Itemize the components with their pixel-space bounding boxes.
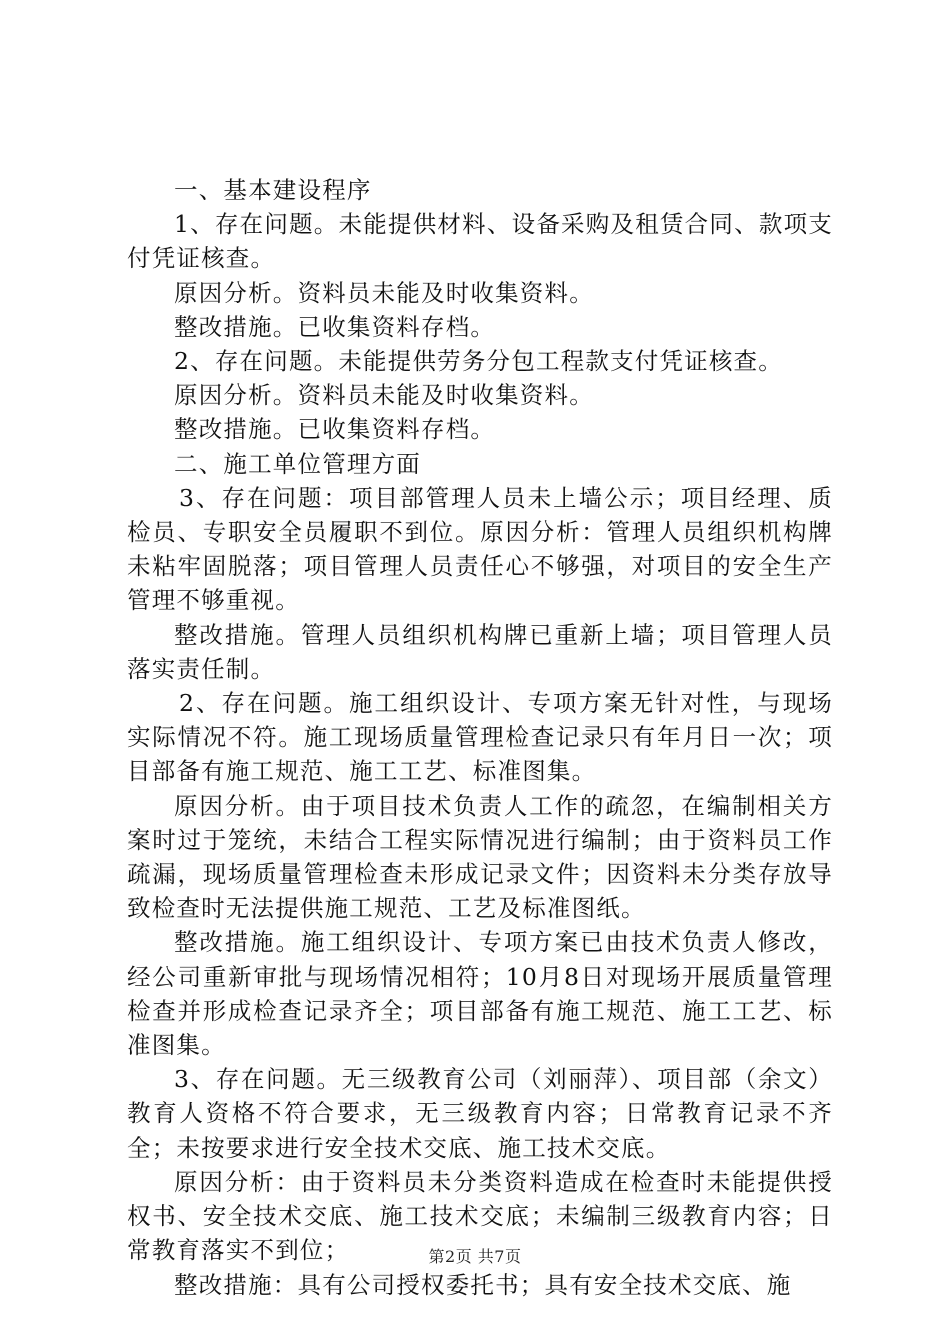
paragraph-measure-1: 整改措施。已收集资料存档。	[174, 312, 496, 341]
paragraph-issue-3: 3、存在问题：项目部管理人员未上墙公示；项目经理、质检员、专职安全员履职不到位。原因分析：管理人员组织机构牌未粘牢固脱落；项目管理人员责任心不够强，对项目的安全生产管理不够重视。	[127, 483, 833, 615]
paragraph-measure-4: 整改措施。施工组织设计、专项方案已由技术负责人修改，经公司重新审批与现场情况相符；10月8日对现场开展质量管理检查并形成检查记录齐全；项目部备有施工规范、施工工艺、标准图集。	[127, 928, 833, 1060]
paragraph-cause-2: 原因分析。资料员未能及时收集资料。	[174, 381, 594, 410]
paragraph-issue-4: 2、存在问题。施工组织设计、专项方案无针对性，与现场实际情况不符。施工现场质量管理检查记录只有年月日一次；项目部备有施工规范、施工工艺、标准图集。	[127, 689, 833, 786]
paragraph-cause-5: 原因分析：由于资料员未分类资料造成在检查时未能提供授权书、安全技术交底、施工技术交底；未编制三级教育内容；日常教育落实不到位；	[127, 1167, 833, 1265]
paragraph-measure-3: 整改措施。管理人员组织机构牌已重新上墙；项目管理人员落实责任制。	[127, 620, 833, 683]
paragraph-issue-2: 2、存在问题。未能提供劳务分包工程款支付凭证核查。	[174, 347, 783, 376]
paragraph-measure-5: 整改措施：具有公司授权委托书；具有安全技术交底、施	[174, 1270, 792, 1299]
paragraph-cause-4: 原因分析。由于项目技术负责人工作的疏忽，在编制相关方案时过于笼统，未结合工程实际情况进行编制；由于资料员工作疏漏，现场质量管理检查未形成记录文件；因资料未分类存放导致检查时无法提供施工规范、工艺及标准图纸。	[127, 791, 833, 923]
section-heading-basic-construction: 一、基本建设程序	[174, 176, 372, 204]
paragraph-measure-2: 整改措施。已收集资料存档。	[174, 415, 496, 444]
paragraph-issue-5: 3、存在问题。无三级教育公司（刘丽萍）、项目部（余文）教育人资格不符合要求，无三级教育内容；日常教育记录不齐全；未按要求进行安全技术交底、施工技术交底。	[127, 1065, 833, 1162]
page-number-footer: 第2页 共7页	[428, 1247, 522, 1266]
document-body	[127, 173, 833, 1302]
paragraph-issue-1: 1、存在问题。未能提供材料、设备采购及租赁合同、款项支付凭证核查。	[127, 210, 833, 273]
paragraph-cause-1: 原因分析。资料员未能及时收集资料。	[174, 278, 594, 307]
section-heading-construction-management: 二、施工单位管理方面	[174, 449, 421, 478]
